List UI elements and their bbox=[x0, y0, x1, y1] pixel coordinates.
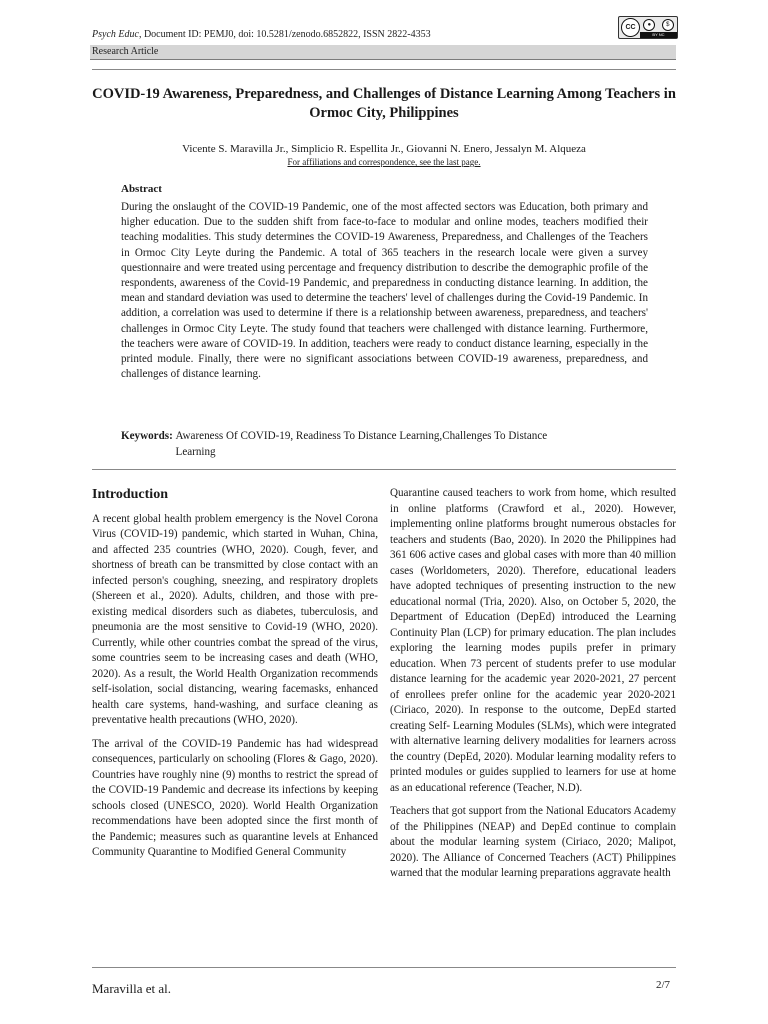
paper-title: COVID-19 Awareness, Preparedness, and Challenges of Distance Learning Among Teachers in Ormoc City, Philippines bbox=[92, 86, 676, 121]
author-list: Vicente S. Maravilla Jr., Simplicio R. Espellita Jr., Giovanni N. Enero, Jessalyn M. Alqueza bbox=[182, 143, 586, 155]
paragraph: The arrival of the COVID-19 Pandemic has had widespread consequences, particularly on schooling (Flores & Gago, 2020). Countries have roughly nine (9) months to restrict the spread of the COVID-19 Pandemic and decrease its infections by keeping schools closed (UNESCO, 2020). World Health Organization recommendations have been adopted since the first month of the Pandemic; measures such as quarantine levels at Enhanced Community Quarantine to Modified General Community bbox=[92, 737, 378, 858]
affiliation-link[interactable]: For affiliations and correspondence, see the last page. bbox=[287, 157, 481, 167]
article-type: Research Article bbox=[92, 46, 159, 57]
journal-header bbox=[92, 29, 431, 40]
license-text: BY NC bbox=[640, 32, 677, 38]
cc-icon: CC bbox=[621, 18, 640, 37]
header-divider bbox=[92, 69, 676, 70]
paragraph: A recent global health problem emergency is the Novel Corona Virus (COVID-19) pandemic, which started in Wuhan, China, and affected 235 countries (WHO, 2020). Cough, fever, and shortness of breath can be transmitted by close contact with an infected person's coughing, sneezing, and respiratory droplets (Shereen et al., 2020). Adults, children, and those with pre-existing medical disorders such as diabetes, tuberculosis, and pneumonia are the most sensitive to Covid-19 (WHO, 2020). Currently, while other countries combat the spread of the virus, some countries seem to be increasing cases and death (WHO, 2020). As a result, the World Health Organization recommends self-isolation, social distancing, wearing facemasks, enhanced health care systems, hand-washing, and surface cleaning as preventative health precautions (WHO, 2020). bbox=[92, 512, 378, 726]
right-column bbox=[390, 486, 676, 890]
keywords-text: Awareness Of COVID-19, Readiness To Distance Learning,Challenges To Distance Learning bbox=[175, 430, 548, 458]
article-type-bar bbox=[90, 45, 676, 60]
footer-author: Maravilla et al. bbox=[92, 981, 172, 996]
abstract-text: During the onslaught of the COVID-19 Pandemic, one of the most affected sectors was Education, both primary and higher education. Due to the sudden shift from face-to-face to modular and online modes, teachers modified their teaching modalities. This study determines the COVID-19 Awareness, Preparedness, and Challenges of the Teachers in Ormoc City Leyte during the Pandemic. A total of 365 teachers in the research locale were given a survey questionnaire and were treated using percentage and frequency distribution to describe the demographic profile of the respondents, awareness of the Covid-19 Pandemic, and preparedness in conducting distance learning. In addition, the mean and standard deviation was used to determine the teachers' level of challenges during the Covid-19 Pandemic. In addition, a correlation was used to determine if there is a relationship between awareness, preparedness, and teachers' challenges in Ormoc City Leyte. The study found that teachers were challenged with distance learning. Furthermore, the teachers were aware of COVID-19. In addition, teachers were ready to conduct distance learning, especially in the printed module. Finally, there were no significant associations between COVID-19 awareness, preparedness, and challenges of distance learning. bbox=[121, 201, 648, 381]
page-number: 2/7 bbox=[656, 979, 671, 991]
abstract-divider bbox=[92, 469, 676, 470]
footer-divider bbox=[92, 967, 676, 968]
attribution-icon: ● bbox=[643, 19, 655, 31]
noncommercial-icon: $ bbox=[662, 19, 674, 31]
keywords bbox=[121, 429, 648, 460]
paragraph: Teachers that got support from the National Educators Academy of the Philippines (NEAP) and DepEd continue to complain about the modular learning system (Ciriaco, 2020; Malipot, 2020). The Alliance of Concerned Teachers (ACT) Philippines warned that the modular learning preparations aggravate health bbox=[390, 805, 676, 879]
left-column bbox=[92, 486, 378, 869]
affiliation-note[interactable] bbox=[92, 157, 676, 167]
creative-commons-license-badge[interactable] bbox=[618, 16, 678, 39]
document-info: , Document ID: PEMJ0, doi: 10.5281/zenodo.6852822, ISSN 2822-4353 bbox=[138, 29, 431, 40]
keywords-label: Keywords: bbox=[121, 430, 173, 442]
introduction-heading: Introduction bbox=[92, 487, 168, 502]
journal-name: Psych Educ bbox=[92, 29, 139, 40]
paragraph: Quarantine caused teachers to work from home, which resulted in online platforms (Crawford et al., 2020). However, implementing online platforms brought numerous obstacles for teachers and students (Bao, 2020). In 2020 the Philippines had 361 606 active cases and global cases with more than 40 million cases (Worldometers, 2020). Therefore, educational leaders have adopted techniques of presenting instruction to the new educational normal (Tria, 2020). Also, on October 5, 2020, the Department of Education (DepEd) introduced the Learning Continuity Plan (LCP) for primary education. The plan includes exploring the learning modes pupils prefer in primary education. When 73 percent of students prefer to use modular distance learning for the academic year 2020-2021, 27 percent of enrollees prefer online for the academic year 2020-2021 (Ciriaco, 2020). In response to the outcome, DepEd started creating Self- Learning Modules (SLMs), which were integrated with alternative learning delivery modalities for learners across the country (DepEd, 2020). Modular learning modality refers to printed modules or guides supplied to learners for use at home as an educational reference (Teacher, N.D). bbox=[390, 487, 676, 794]
abstract-heading: Abstract bbox=[121, 183, 162, 195]
